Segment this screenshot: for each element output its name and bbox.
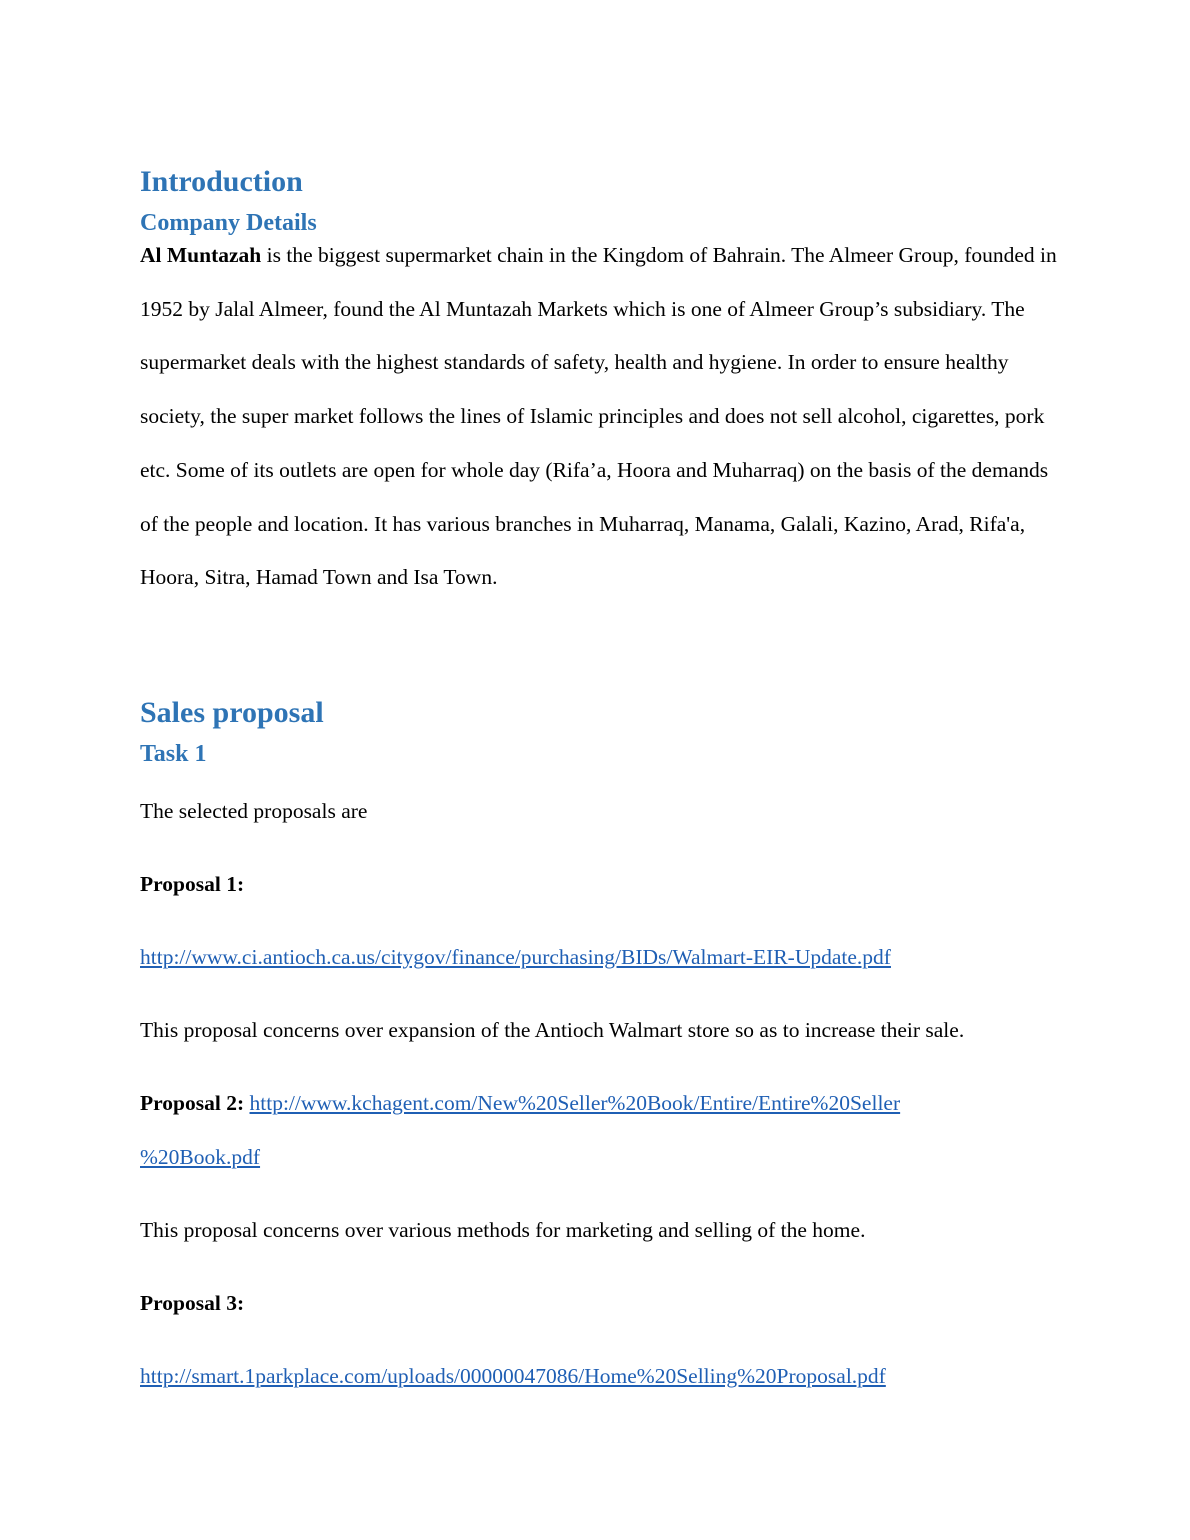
proposal-2-link-continuation-line [140,1147,260,1169]
proposal-1-description: This proposal concerns over expansion of the Antioch Walmart store so as to increase their sale. [140,1018,965,1042]
proposal-2-link[interactable]: http://www.kchagent.com/New%20Seller%20Book/Entire/Entire%20Seller [249,1091,901,1115]
proposal-3-label: Proposal 3: [140,1291,245,1315]
proposal-1-link[interactable]: http://www.ci.antioch.ca.us/citygov/finance/purchasing/BIDs/Walmart-EIR-Update.pdf [140,945,891,969]
proposal-2-line [140,1093,900,1115]
company-name: Al Muntazah [140,243,262,267]
proposal-3-link-line [140,1366,886,1388]
proposal-2-description: This proposal concerns over various methods for marketing and selling of the home. [140,1218,866,1242]
introduction-heading: Introduction [140,165,303,198]
company-details-subheading: Company Details [140,210,317,236]
proposals-intro-text: The selected proposals are [140,799,368,823]
proposal-2-link-continuation[interactable]: %20Book.pdf [140,1145,261,1169]
proposal-2-label: Proposal 2: [140,1091,245,1115]
company-description-text: is the biggest supermarket chain in the Kingdom of Bahrain. The Almeer Group, founded in 1952 by Jalal Almeer, found the Al Muntazah Markets which is one of Almeer Group’s subsidiary. The supermarket deals with the highest standards of safety, health and hygiene. In order to ensure healthy society, the super market follows the lines of Islamic principles and does not sell alcohol, cigarettes, pork etc. Some of its outlets are open for whole day (Rifa’a, Hoora and Muharraq) on the basis of the demands of the people and location. It has various branches in Muharraq, Manama, Galali, Kazino, Arad, Rifa'a, Hoora, Sitra, Hamad Town and Isa Town. [140,243,1057,590]
proposal-3-link[interactable]: http://smart.1parkplace.com/uploads/00000047086/Home%20Selling%20Proposal.pdf [140,1364,886,1388]
company-description-paragraph [140,229,1060,605]
sales-proposal-heading: Sales proposal [140,696,324,729]
proposal-1-link-line [140,947,891,969]
proposal-1-label: Proposal 1: [140,872,245,896]
task-1-subheading: Task 1 [140,741,207,767]
